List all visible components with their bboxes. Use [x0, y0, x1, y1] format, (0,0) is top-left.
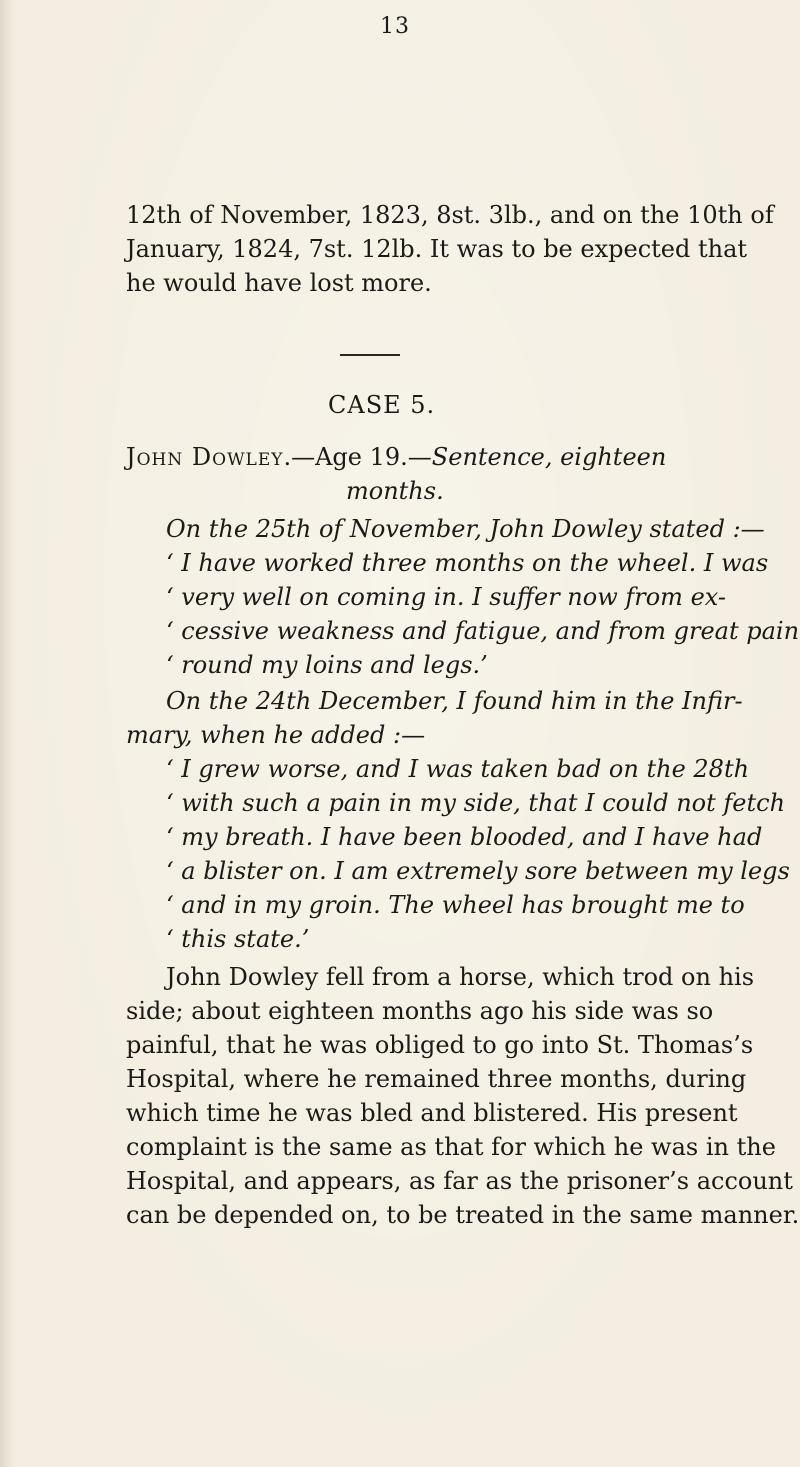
- page-gutter-shadow: [0, 0, 14, 1467]
- body-line: can be depended on, to be treated in the same manner.: [126, 1201, 800, 1229]
- statement-intro: On the 24th December, I found him in the Infir-: [166, 687, 743, 715]
- quote-line: ‘ cessive weakness and fatigue, and from great pain: [166, 617, 800, 645]
- quote-line: ‘ I grew worse, and I was taken bad on the 28th: [166, 755, 750, 783]
- page-number: 13: [380, 14, 410, 39]
- intro-line: January, 1824, 7st. 12lb. It was to be expected that: [126, 235, 748, 263]
- body-line: John Dowley fell from a horse, which trod on his: [166, 963, 755, 991]
- case-subheading: [126, 442, 666, 472]
- body-line: which time he was bled and blistered. His present: [126, 1099, 738, 1127]
- quote-line: ‘ a blister on. I am extremely sore between my legs: [166, 857, 790, 885]
- intro-line: 12th of November, 1823, 8st. 3lb., and on the 10th of: [126, 201, 774, 229]
- quote-line: ‘ I have worked three months on the wheel. I was: [166, 549, 769, 577]
- body-line: side; about eighteen months ago his side was so: [126, 997, 714, 1025]
- case-name: John Dowley: [126, 443, 284, 471]
- statement-intro: mary, when he added :—: [126, 721, 426, 749]
- body-line: Hospital, where he remained three months, during: [126, 1065, 747, 1093]
- quote-line: ‘ very well on coming in. I suffer now from ex-: [166, 583, 726, 611]
- case-sentence-continuation: months.: [346, 477, 444, 505]
- body-line: Hospital, and appears, as far as the prisoner’s account: [126, 1167, 793, 1195]
- quote-line: ‘ and in my groin. The wheel has brought me to: [166, 891, 745, 919]
- quote-line: ‘ this state.’: [166, 925, 310, 953]
- quote-line: ‘ round my loins and legs.’: [166, 651, 488, 679]
- case-heading: CASE 5.: [328, 391, 436, 419]
- body-line: painful, that he was obliged to go into St. Thomas’s: [126, 1031, 754, 1059]
- case-age: .—Age 19.—: [283, 443, 432, 471]
- body-line: complaint is the same as that for which he was in the: [126, 1133, 776, 1161]
- case-sentence-label: Sentence, eighteen: [431, 443, 667, 471]
- section-divider: [340, 354, 400, 356]
- intro-line: he would have lost more.: [126, 269, 432, 297]
- quote-line: ‘ my breath. I have been blooded, and I have had: [166, 823, 763, 851]
- quote-line: ‘ with such a pain in my side, that I could not fetch: [166, 789, 786, 817]
- statement-intro: On the 25th of November, John Dowley stated :—: [166, 515, 765, 543]
